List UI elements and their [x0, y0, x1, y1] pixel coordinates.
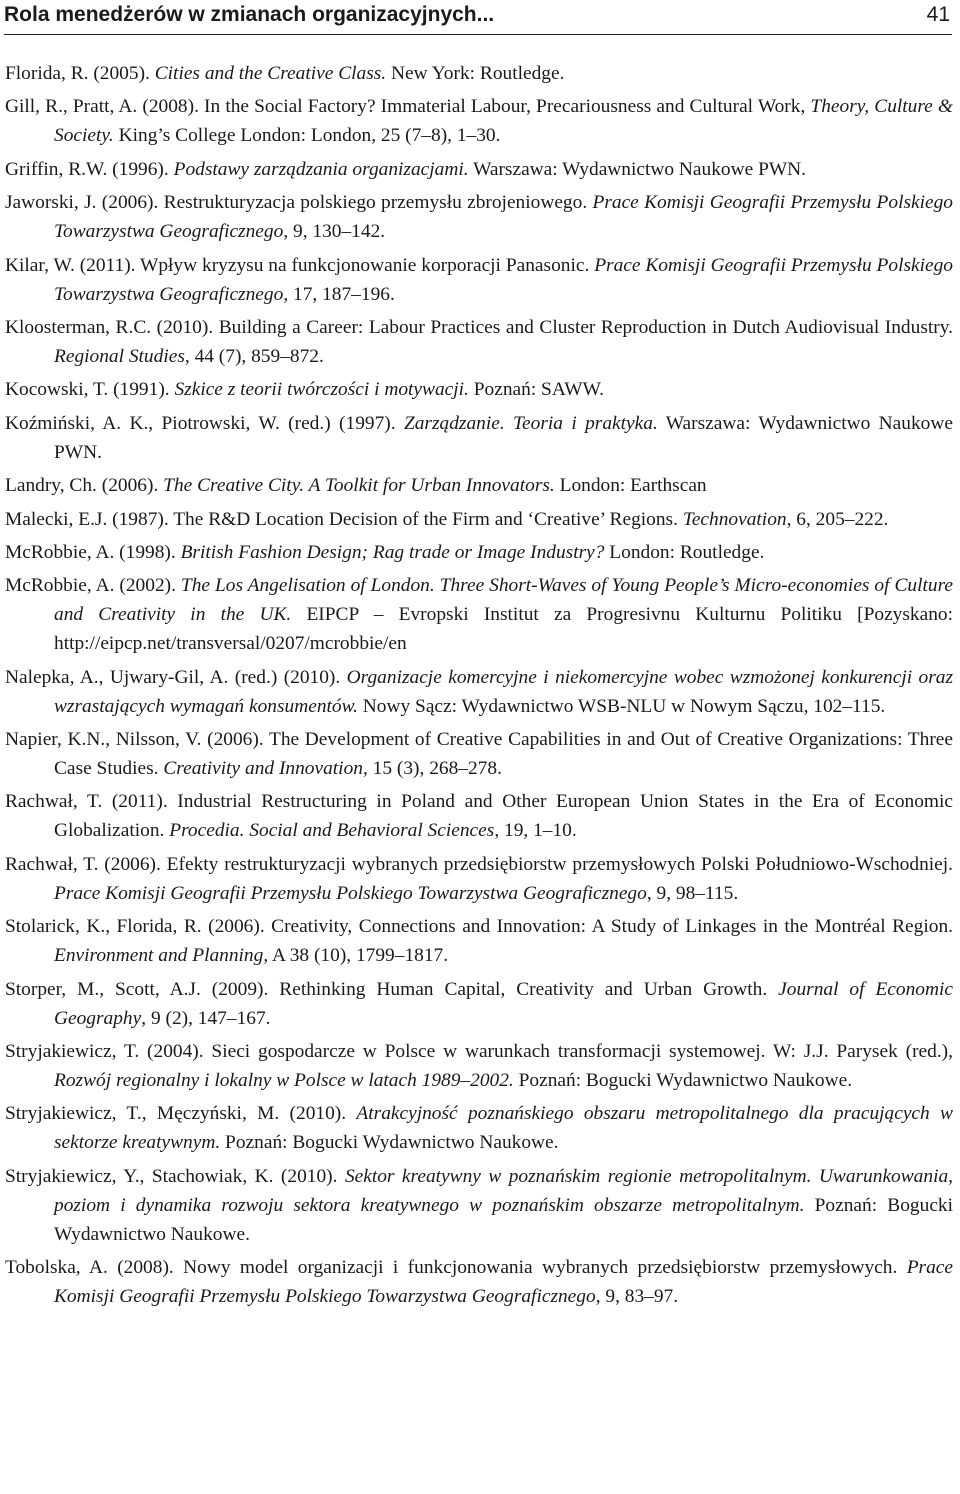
reference-text: , 9 (2), 147–167.	[141, 1007, 271, 1029]
reference-text: Gill, R., Pratt, A. (2008). In the Social Factory? Immaterial Labour, Precariousness and Cultural Work,	[5, 96, 811, 118]
reference-italic-title: Podstawy zarządzania organizacjami.	[173, 158, 469, 180]
reference-italic-title: Prace Komisji Geografii Przemysłu Polskiego Towarzystwa Geograficznego	[54, 192, 953, 243]
reference-entry	[5, 975, 953, 1033]
running-title: Rola menedżerów w zmianach organizacyjnych...	[4, 3, 495, 26]
reference-entry	[5, 663, 953, 721]
reference-text: Rachwał, T. (2011). Industrial Restructuring in Poland and Other European Union States in the Era of Economic Globalization.	[5, 791, 953, 842]
page-number: 41	[926, 3, 950, 26]
reference-text: Poznań: SAWW.	[468, 379, 604, 401]
reference-text: London: Earthscan	[554, 475, 707, 497]
reference-text: Rachwał, T. (2006). Efekty restrukturyzacji wybranych przedsiębiorstw przemysłowych Polski Południowo-Wschodniej.	[5, 853, 953, 875]
reference-text: , A 38 (10), 1799–1817.	[263, 945, 449, 967]
reference-italic-title: Prace Komisji Geografii Przemysłu Polskiego Towarzystwa Geograficznego	[54, 882, 647, 904]
reference-italic-title: Journal of Economic Geography	[54, 978, 953, 1029]
reference-entry	[5, 571, 953, 658]
reference-text: Kocowski, T. (1991).	[5, 379, 175, 401]
reference-text: , 19, 1–10.	[494, 820, 577, 842]
reference-entry	[5, 725, 953, 783]
reference-entry	[5, 375, 953, 404]
reference-italic-title: Atrakcyjność poznańskiego obszaru metropolitalnego dla pracujących w sektorze kreatywnym.	[54, 1103, 953, 1154]
reference-text: Koźmiński, A. K., Piotrowski, W. (red.) (1997).	[5, 412, 404, 434]
reference-text: Poznań: Bogucki Wydawnictwo Naukowe.	[54, 1194, 954, 1245]
reference-text: Kilar, W. (2011). Wpływ kryzysu na funkcjonowanie korporacji Panasonic.	[5, 254, 595, 276]
running-header	[4, 0, 952, 35]
reference-entry	[5, 409, 953, 467]
reference-italic-title: Prace Komisji Geografii Przemysłu Polskiego Towarzystwa Geograficznego	[54, 1257, 953, 1308]
reference-italic-title: Cities and the Creative Class.	[154, 63, 387, 84]
reference-italic-title: Organizacje komercyjne i niekomercyjne wobec wzmożonej konkurencji oraz wzrastających wymagań konsumentów.	[54, 666, 953, 717]
reference-text: New York: Routledge.	[386, 63, 565, 84]
reference-text: , 9, 83–97.	[595, 1286, 679, 1308]
reference-text: Malecki, E.J. (1987). The R&D Location Decision of the Firm and ‘Creative’ Regions.	[5, 508, 683, 530]
reference-entry	[5, 471, 953, 500]
reference-text: Griffin, R.W. (1996).	[5, 158, 174, 180]
reference-text: Poznań: Bogucki Wydawnictwo Naukowe.	[220, 1132, 559, 1154]
reference-text: Stolarick, K., Florida, R. (2006). Creativity, Connections and Innovation: A Study of Linkages in the Montréal Region.	[5, 916, 953, 938]
reference-text: Poznań: Bogucki Wydawnictwo Naukowe.	[513, 1070, 853, 1092]
reference-italic-title: Environment and Planning	[54, 945, 264, 967]
reference-italic-title: Sektor kreatywny w poznańskim regionie metropolitalnym. Uwarunkowania, poziom i dynamika rozwoju sektora kreatywnego w poznańskim obszarze metropolitalnym.	[54, 1165, 954, 1216]
reference-italic-title: Regional Studies	[54, 345, 185, 367]
reference-entry	[5, 850, 953, 908]
reference-entry	[5, 188, 953, 246]
reference-text: King’s College London: London, 25 (7–8), 1–30.	[113, 125, 501, 147]
reference-entry	[5, 787, 953, 845]
reference-entry	[5, 92, 953, 150]
reference-text: , 44 (7), 859–872.	[184, 345, 324, 367]
reference-italic-title: British Fashion Design; Rag trade or Image Industry?	[180, 541, 605, 563]
reference-text: , 15 (3), 268–278.	[362, 758, 502, 780]
reference-italic-title: Creativity and Innovation	[163, 758, 363, 780]
reference-text: , 6, 205–222.	[786, 508, 889, 530]
reference-text: McRobbie, A. (2002).	[5, 575, 181, 597]
reference-entry	[5, 59, 953, 88]
reference-italic-title: Procedia. Social and Behavioral Sciences	[169, 820, 495, 842]
reference-italic-title: Szkice z teorii twórczości i motywacji.	[174, 379, 469, 401]
reference-italic-title: The Los Angelisation of London. Three Short-Waves of Young People’s Micro-economies of Culture and Creativity in the UK.	[54, 575, 954, 626]
reference-entry	[5, 1037, 953, 1095]
reference-text: Nowy Sącz: Wydawnictwo WSB-NLU w Nowym Sączu, 102–115.	[357, 695, 886, 717]
reference-text: Napier, K.N., Nilsson, V. (2006). The Development of Creative Capabilities in and Out of Creative Organizations: Three Case Studies.	[5, 729, 953, 780]
reference-entry	[5, 505, 953, 534]
reference-text: Stryjakiewicz, Y., Stachowiak, K. (2010).	[5, 1165, 345, 1187]
reference-italic-title: Technovation	[682, 508, 787, 530]
reference-italic-title: Zarządzanie. Teoria i praktyka.	[403, 412, 658, 434]
reference-text: McRobbie, A. (1998).	[5, 541, 181, 563]
reference-entry	[5, 1099, 953, 1157]
reference-list	[5, 59, 953, 1316]
reference-text: Stryjakiewicz, T., Męczyński, M. (2010).	[5, 1103, 357, 1125]
reference-entry	[5, 912, 953, 970]
reference-text: Tobolska, A. (2008). Nowy model organizacji i funkcjonowania wybranych przedsiębiorstw przemysłowych.	[5, 1257, 907, 1279]
reference-italic-title: The Creative City. A Toolkit for Urban Innovators.	[163, 475, 555, 497]
reference-italic-title: Prace Komisji Geografii Przemysłu Polskiego Towarzystwa Geograficznego	[54, 254, 953, 305]
reference-text: , 9, 98–115.	[646, 882, 739, 904]
reference-entry	[5, 1253, 953, 1311]
reference-text: London: Routledge.	[604, 541, 765, 563]
reference-text: , 9, 130–142.	[283, 221, 386, 243]
reference-text: Stryjakiewicz, T. (2004). Sieci gospodarcze w Polsce w warunkach transformacji systemowej. W: J.J. Parysek (red.),	[5, 1041, 953, 1063]
reference-italic-title: Rozwój regionalny i lokalny w Polsce w latach 1989–2002.	[54, 1070, 514, 1092]
reference-text: Kloosterman, R.C. (2010). Building a Career: Labour Practices and Cluster Reproduction in Dutch Audiovisual Industry.	[5, 316, 953, 338]
reference-text: Nalepka, A., Ujwary-Gil, A. (red.) (2010).	[5, 666, 347, 688]
reference-entry	[5, 251, 953, 309]
reference-text: , 17, 187–196.	[283, 283, 395, 305]
reference-text: Jaworski, J. (2006). Restrukturyzacja polskiego przemysłu zbrojeniowego.	[5, 192, 593, 214]
reference-entry	[5, 313, 953, 371]
reference-text: Landry, Ch. (2006).	[5, 475, 164, 497]
reference-entry	[5, 155, 953, 184]
reference-text: Florida, R. (2005).	[5, 63, 155, 84]
reference-entry	[5, 538, 953, 567]
reference-text: Storper, M., Scott, A.J. (2009). Rethinking Human Capital, Creativity and Urban Growth.	[5, 978, 779, 1000]
reference-text: EIPCP – Evropski Institut za Progresivnu Kulturnu Politiku [Pozyskano: http://eipcp.net/transversal/0207/mcrobbie/en	[54, 604, 953, 655]
reference-entry	[5, 1162, 953, 1249]
reference-text: Warszawa: Wydawnictwo Naukowe PWN.	[54, 412, 953, 463]
reference-text: Warszawa: Wydawnictwo Naukowe PWN.	[468, 158, 807, 180]
reference-italic-title: Theory, Culture & Society.	[54, 96, 953, 147]
